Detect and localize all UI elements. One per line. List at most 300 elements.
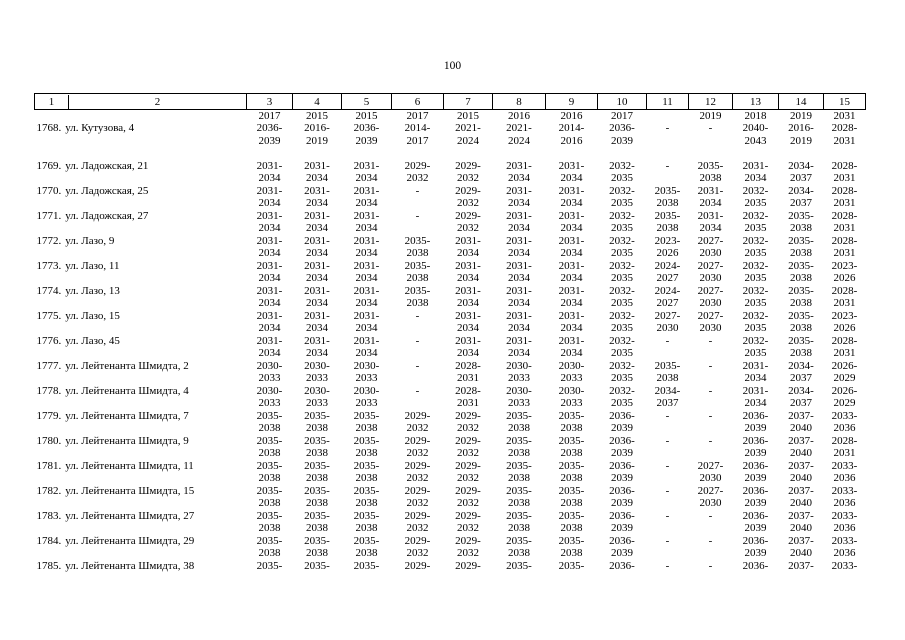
cell-line: -: [415, 385, 420, 397]
cell-line: 2030: [699, 247, 722, 260]
cell-line: 2038: [560, 447, 583, 460]
cell-line: 2029-: [455, 410, 481, 422]
data-cell: [689, 460, 733, 485]
cell-line: 2034: [355, 347, 378, 360]
row-label: [35, 460, 247, 485]
data-cell: [493, 385, 546, 410]
data-cell: [293, 460, 342, 485]
data-cell: [293, 310, 342, 335]
cell-line: 2033-: [831, 560, 858, 572]
row-address: ул. Лейтенанта Шмидта, 15: [65, 485, 195, 497]
cell-line: 2035-: [304, 435, 330, 447]
row-address: ул. Лазо, 11: [65, 260, 120, 272]
cell-line: 2034: [355, 172, 378, 185]
row-number: 1783.: [36, 510, 62, 522]
row-number: 1777.: [36, 360, 62, 372]
cell-line: 2038: [790, 247, 812, 260]
data-cell: [824, 485, 866, 510]
cell-line: 2031-: [304, 235, 330, 247]
cell-line: 2015: [306, 110, 328, 122]
data-cell: [392, 435, 444, 460]
row-address: ул. Ладожская, 27: [65, 210, 149, 222]
cell-line: [689, 447, 733, 459]
data-cell: [824, 285, 866, 310]
cell-line: 2034-: [654, 385, 681, 397]
cell-line: 2032: [406, 497, 429, 510]
cell-line: 2035-: [304, 560, 330, 572]
data-cell: [293, 360, 342, 385]
data-cell: [647, 235, 689, 260]
data-cell: [342, 485, 392, 510]
cell-line: 2029-: [404, 560, 431, 572]
cell-line: [392, 397, 444, 409]
cell-line: 2015: [457, 110, 479, 122]
cell-line: 2037-: [788, 460, 814, 472]
cell-line: 2034: [258, 322, 281, 335]
cell-line: 2039: [611, 422, 633, 435]
cell-line: 2036-: [609, 122, 635, 135]
cell-line: 2028-: [831, 122, 858, 135]
data-cell: [689, 285, 733, 310]
cell-line: 2035-: [353, 410, 380, 422]
cell-line: 2034: [560, 322, 583, 335]
cell-line: 2029-: [455, 435, 481, 447]
cell-line: 2031-: [558, 235, 585, 247]
table-body: [35, 110, 905, 575]
cell-line: 2032-: [609, 285, 635, 297]
cell-line: 2038: [306, 472, 328, 485]
data-cell: [647, 310, 689, 335]
cell-line: 2023-: [654, 235, 681, 247]
data-cell: [493, 160, 546, 185]
data-cell: [598, 460, 647, 485]
cell-line: [689, 372, 733, 384]
cell-line: 2034: [355, 247, 378, 260]
row-address: ул. Лейтенанта Шмидта, 11: [65, 460, 194, 472]
cell-line: [647, 547, 689, 559]
table-row: [35, 160, 905, 185]
cell-line: 2035-: [558, 460, 585, 472]
cell-line: 2035: [611, 322, 633, 335]
data-cell: [824, 435, 866, 460]
cell-line: -: [708, 410, 713, 422]
cell-line: 2035-: [788, 310, 814, 322]
data-cell: [779, 235, 824, 260]
cell-line: 2031-: [304, 260, 330, 272]
data-cell: [392, 285, 444, 310]
cell-line: -: [708, 535, 713, 547]
row-address: ул. Кутузова, 4: [65, 122, 135, 134]
cell-line: 2034: [560, 172, 583, 185]
cell-line: 2038: [406, 297, 429, 310]
cell-line: 2031-: [506, 335, 532, 347]
cell-line: 2036: [833, 472, 856, 485]
cell-line: 2033: [560, 397, 583, 410]
cell-line: 2016: [508, 110, 530, 122]
row-label: [35, 335, 247, 360]
cell-line: 2038: [790, 272, 812, 285]
row-label: [35, 385, 247, 410]
cell-line: 2031-: [304, 210, 330, 222]
cell-line: 2036: [833, 547, 856, 560]
table-row: [35, 185, 905, 210]
cell-line: 2030: [699, 322, 722, 335]
cell-line: 2030-: [506, 385, 532, 397]
cell-line: 2031-: [506, 235, 532, 247]
cell-line: 2031-: [256, 160, 283, 172]
cell-line: 2029-: [404, 160, 431, 172]
data-cell: [342, 260, 392, 285]
data-cell: [392, 235, 444, 260]
cell-line: 2031-: [455, 260, 481, 272]
cell-line: 2017: [406, 110, 429, 122]
row-address: ул. Лейтенанта Шмидта, 9: [65, 435, 189, 447]
data-cell: [392, 385, 444, 410]
cell-line: 2030-: [304, 360, 330, 372]
cell-line: [647, 472, 689, 484]
data-cell: [342, 360, 392, 385]
cell-line: 2031-: [697, 185, 724, 197]
data-cell: [779, 310, 824, 335]
data-cell: [546, 360, 598, 385]
cell-line: 2032-: [609, 360, 635, 372]
data-cell: [689, 560, 733, 574]
cell-line: 2038: [508, 422, 530, 435]
data-cell: [689, 360, 733, 385]
cell-line: 2031-: [353, 160, 380, 172]
cell-line: 2028-: [831, 160, 858, 172]
data-cell: [824, 210, 866, 235]
data-cell: [824, 160, 866, 185]
cell-line: 2029-: [455, 485, 481, 497]
header-cell-1-2: [35, 94, 247, 110]
row-address: ул. Лейтенанта Шмидта, 29: [65, 535, 195, 547]
cell-line: 2034: [457, 322, 479, 335]
cell-line: 2030: [699, 297, 722, 310]
data-cell: [342, 435, 392, 460]
data-cell: [493, 410, 546, 435]
data-cell: [493, 560, 546, 574]
header-cell: 10: [598, 94, 647, 110]
data-cell: [779, 110, 824, 161]
cell-line: 2033-: [831, 410, 858, 422]
cell-line: -: [708, 560, 713, 572]
cell-line: 2016: [560, 134, 583, 147]
cell-line: 2038: [790, 222, 812, 235]
cell-line: -: [665, 335, 670, 347]
data-cell: [546, 410, 598, 435]
cell-line: 2016: [560, 110, 583, 122]
cell-line: 2035: [611, 372, 633, 385]
cell-line: 2038: [699, 172, 722, 185]
cell-line: 2032-: [742, 335, 769, 347]
cell-line: 2031-: [558, 160, 585, 172]
cell-line: 2031-: [353, 335, 380, 347]
data-cell: [647, 385, 689, 410]
cell-line: 2032-: [609, 260, 635, 272]
cell-line: 2032-: [609, 235, 635, 247]
data-cell: [546, 160, 598, 185]
cell-line: -: [665, 535, 670, 547]
cell-line: 2032: [406, 447, 429, 460]
cell-line: 2031: [833, 347, 856, 360]
cell-line: 2034: [258, 272, 281, 285]
data-cell: [689, 335, 733, 360]
cell-line: 2031-: [506, 185, 532, 197]
data-cell: [824, 335, 866, 360]
header-cell: 8: [493, 94, 546, 110]
cell-line: 2031-: [455, 235, 481, 247]
cell-line: 2038: [355, 422, 378, 435]
cell-line: 2035-: [256, 535, 283, 547]
cell-line: 2030-: [256, 360, 283, 372]
cell-line: 2036-: [742, 485, 769, 497]
cell-line: 2039: [744, 472, 767, 485]
cell-line: 2038: [258, 497, 281, 510]
cell-line: 2040: [790, 522, 812, 535]
cell-line: 2038: [306, 447, 328, 460]
cell-line: 2035-: [256, 435, 283, 447]
cell-line: 2023-: [831, 260, 858, 272]
cell-line: 2035: [744, 222, 767, 235]
cell-line: 2029: [833, 372, 856, 385]
data-cell: [598, 110, 647, 161]
cell-line: 2037-: [788, 435, 814, 447]
cell-line: 2034: [457, 297, 479, 310]
cell-line: 2029-: [455, 460, 481, 472]
data-cell: [392, 510, 444, 535]
cell-line: 2036-: [609, 510, 635, 522]
cell-line: [647, 135, 689, 147]
cell-line: 2035-: [256, 410, 283, 422]
cell-line: -: [708, 122, 713, 135]
cell-line: 2034: [508, 172, 530, 185]
cell-line: 2040: [790, 472, 812, 485]
cell-line: 2038: [508, 472, 530, 485]
data-cell: [779, 360, 824, 385]
cell-line: 2034: [355, 197, 378, 210]
cell-line: 2035-: [506, 410, 532, 422]
cell-line: 2039: [611, 447, 633, 460]
row-label: [35, 160, 247, 185]
data-cell: [342, 235, 392, 260]
cell-line: 2034: [258, 172, 281, 185]
data-cell: [493, 360, 546, 385]
cell-line: 2039: [355, 134, 378, 147]
data-cell: [342, 510, 392, 535]
cell-line: 2040-: [742, 122, 769, 135]
cell-line: 2031-: [353, 260, 380, 272]
data-cell: [647, 510, 689, 535]
cell-line: 2036-: [609, 535, 635, 547]
data-cell: [733, 510, 779, 535]
cell-line: 2032-: [609, 385, 635, 397]
data-cell: [293, 510, 342, 535]
data-cell: [342, 385, 392, 410]
cell-line: 2037: [790, 172, 812, 185]
row-number: 1775.: [36, 310, 62, 322]
cell-line: 2034: [258, 197, 281, 210]
cell-line: -: [415, 335, 420, 347]
cell-line: 2030-: [353, 360, 380, 372]
cell-line: 2031-: [256, 185, 283, 197]
data-cell: [779, 485, 824, 510]
table-row: [35, 235, 905, 260]
cell-line: 2028-: [831, 185, 858, 197]
data-cell: [293, 335, 342, 360]
row-number: 1772.: [36, 235, 62, 247]
data-cell: [647, 260, 689, 285]
cell-line: 2031-: [256, 310, 283, 322]
cell-line: [647, 110, 689, 122]
data-cell: [247, 335, 293, 360]
data-cell: [598, 435, 647, 460]
cell-line: 2028-: [831, 210, 858, 222]
data-cell: [392, 485, 444, 510]
row-number: 1785.: [36, 560, 62, 572]
cell-line: 2031: [833, 172, 856, 185]
data-cell: [598, 260, 647, 285]
data-cell: [493, 510, 546, 535]
cell-line: 2039: [611, 472, 633, 485]
cell-line: 2034: [355, 297, 378, 310]
cell-line: 2032-: [609, 310, 635, 322]
cell-line: [647, 497, 689, 509]
data-cell: [493, 535, 546, 560]
row-label: [35, 310, 247, 335]
cell-line: 2039: [744, 497, 767, 510]
data-cell: [247, 385, 293, 410]
cell-line: 2037: [656, 397, 679, 410]
cell-line: 2038: [258, 522, 281, 535]
cell-line: 2034: [457, 347, 479, 360]
cell-line: 2035: [611, 272, 633, 285]
header-cell: 15: [824, 94, 866, 110]
data-cell: [493, 185, 546, 210]
cell-line: 2038: [355, 522, 378, 535]
data-cell: [779, 335, 824, 360]
header-cell: 7: [444, 94, 493, 110]
data-cell: [824, 510, 866, 535]
data-cell: [247, 485, 293, 510]
data-cell: [444, 110, 493, 161]
data-cell: [392, 310, 444, 335]
cell-line: 2039: [744, 547, 767, 560]
cell-line: 2031: [833, 110, 856, 122]
table-row: [35, 210, 905, 235]
table-row: [35, 385, 905, 410]
cell-line: 2038: [355, 472, 378, 485]
cell-line: 2029-: [404, 410, 431, 422]
cell-line: 2032-: [742, 185, 769, 197]
cell-line: 2038: [560, 522, 583, 535]
data-cell: [247, 285, 293, 310]
header-cell: 5: [342, 94, 392, 110]
data-cell: [733, 335, 779, 360]
cell-line: 2019: [306, 134, 328, 147]
data-cell: [689, 510, 733, 535]
cell-line: 2032: [457, 422, 479, 435]
cell-line: 2038: [406, 247, 429, 260]
cell-line: [689, 422, 733, 434]
header-cell: 6: [392, 94, 444, 110]
cell-line: 2035-: [506, 510, 532, 522]
data-cell: [689, 410, 733, 435]
data-cell: [444, 535, 493, 560]
cell-line: 2034: [744, 397, 767, 410]
data-cell: [247, 360, 293, 385]
cell-line: 2038: [508, 547, 530, 560]
cell-line: 2037-: [788, 560, 814, 572]
header-cell: 14: [779, 94, 824, 110]
data-cell: [444, 385, 493, 410]
cell-line: 2034: [355, 322, 378, 335]
data-cell: [733, 360, 779, 385]
cell-line: 2026-: [831, 385, 858, 397]
data-cell: [546, 460, 598, 485]
data-cell: [546, 235, 598, 260]
cell-line: -: [708, 335, 713, 347]
cell-line: 2031: [833, 447, 856, 460]
data-cell: [444, 235, 493, 260]
cell-line: 2034: [306, 172, 328, 185]
cell-line: 2032-: [742, 310, 769, 322]
cell-line: 2035: [744, 347, 767, 360]
cell-line: -: [415, 210, 420, 222]
data-cell: [598, 235, 647, 260]
cell-line: 2038: [560, 422, 583, 435]
data-cell: [779, 160, 824, 185]
cell-line: 2028-: [831, 285, 858, 297]
row-number: 1768.: [36, 122, 62, 134]
cell-line: 2040: [790, 547, 812, 560]
data-cell: [342, 310, 392, 335]
cell-line: 2035-: [558, 560, 585, 572]
cell-line: 2030-: [558, 360, 585, 372]
schedule-table: [34, 93, 905, 574]
cell-line: -: [665, 485, 670, 497]
data-cell: [824, 110, 866, 161]
cell-line: 2034: [560, 272, 583, 285]
data-cell: [598, 160, 647, 185]
cell-line: 2019: [790, 110, 812, 122]
data-cell: [444, 260, 493, 285]
table-row: [35, 285, 905, 310]
data-cell: [647, 210, 689, 235]
cell-line: 2032-: [742, 210, 769, 222]
cell-line: 2031-: [304, 160, 330, 172]
cell-line: 2024: [508, 134, 530, 147]
row-number: 1781.: [36, 460, 62, 472]
data-cell: [779, 285, 824, 310]
cell-line: 2035: [744, 197, 767, 210]
cell-line: 2040: [790, 497, 812, 510]
cell-line: 2030: [699, 472, 722, 485]
row-address: ул. Ладожская, 25: [65, 185, 149, 197]
cell-line: 2031-: [558, 260, 585, 272]
data-cell: [647, 460, 689, 485]
cell-line: 2035-: [506, 535, 532, 547]
cell-line: 2034: [306, 347, 328, 360]
data-cell: [733, 460, 779, 485]
cell-line: 2035-: [788, 210, 814, 222]
cell-line: 2035-: [558, 435, 585, 447]
cell-line: 2031-: [742, 360, 769, 372]
cell-line: 2031-: [256, 210, 283, 222]
cell-line: 2029-: [404, 435, 431, 447]
cell-line: 2036: [833, 422, 856, 435]
data-cell: [444, 210, 493, 235]
